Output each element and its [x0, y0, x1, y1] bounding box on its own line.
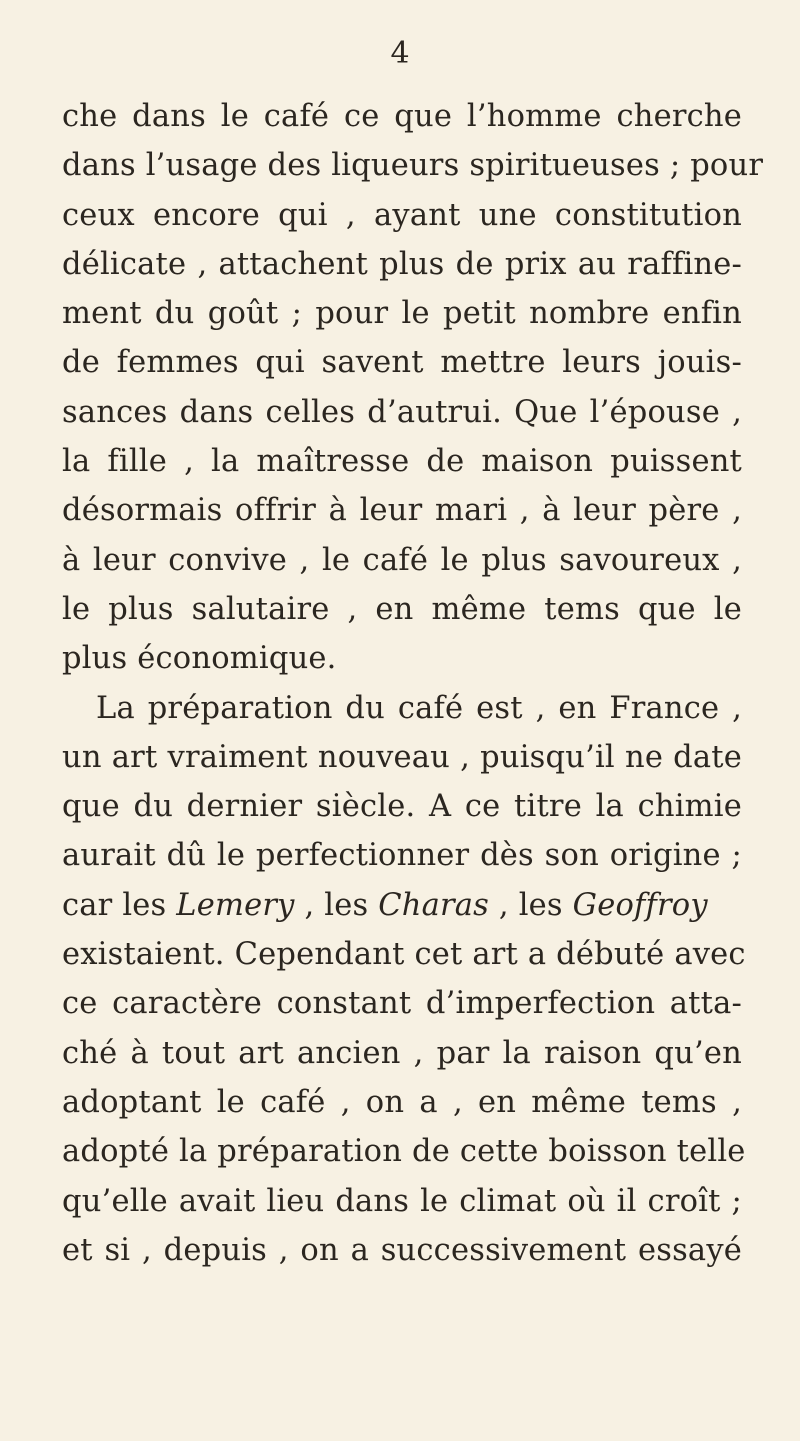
- text-fragment: , les: [294, 887, 379, 923]
- text-line: un art vraiment nouveau , puisqu’il ne date: [62, 739, 742, 775]
- text-line: désormais offrir à leur mari , à leur père ,: [62, 493, 742, 529]
- name-geoffroy: Geoffroy: [572, 887, 708, 923]
- text-fragment: , les: [489, 887, 573, 923]
- page-number: 4: [390, 36, 410, 71]
- text-line: ment du goût ; pour le petit nombre enfin: [62, 296, 742, 332]
- text-line: à leur convive , le café le plus savoureux ,: [62, 542, 742, 578]
- text-line-with-names: [62, 881, 742, 930]
- text-line: dans l’usage des liqueurs spiritueuses ; pour: [62, 148, 764, 184]
- paragraph-end-line: plus économique.: [62, 641, 337, 677]
- text-line: adopté la préparation de cette boisson telle: [62, 1134, 746, 1170]
- text-line: ché à tout art ancien , par la raison qu’en: [62, 1035, 742, 1071]
- name-lemery: Lemery: [176, 887, 295, 923]
- text-line: che dans le café ce que l’homme cherche: [62, 99, 742, 134]
- text-line: et si , depuis , on a successivement essayé: [62, 1232, 742, 1268]
- text-line: le plus salutaire , en même tems que le: [62, 591, 742, 627]
- text-line: sances dans celles d’autrui. Que l’épouse ,: [62, 394, 742, 430]
- body-text: [62, 92, 764, 1275]
- text-line: ce caractère constant d’imperfection atta-: [62, 986, 742, 1022]
- text-line: qu’elle avait lieu dans le climat où il croît ;: [62, 1183, 742, 1219]
- text-line: ceux encore qui , ayant une constitution: [62, 197, 742, 233]
- text-line: délicate , attachent plus de prix au raffine-: [62, 246, 742, 282]
- text-line: la fille , la maîtresse de maison puissent: [62, 444, 742, 480]
- text-line: que du dernier siècle. A ce titre la chimie: [62, 789, 742, 825]
- text-fragment: car les: [62, 887, 177, 923]
- text-line: de femmes qui savent mettre leurs jouis-: [62, 345, 742, 381]
- text-line: aurait dû le perfectionner dès son origine ;: [62, 838, 742, 874]
- text-line: existaient. Cependant cet art a débuté avec: [62, 937, 746, 973]
- text-line: adoptant le café , on a , en même tems ,: [62, 1084, 742, 1120]
- paragraph-start-line: La préparation du café est , en France ,: [96, 690, 742, 726]
- name-charas: Charas: [378, 887, 490, 923]
